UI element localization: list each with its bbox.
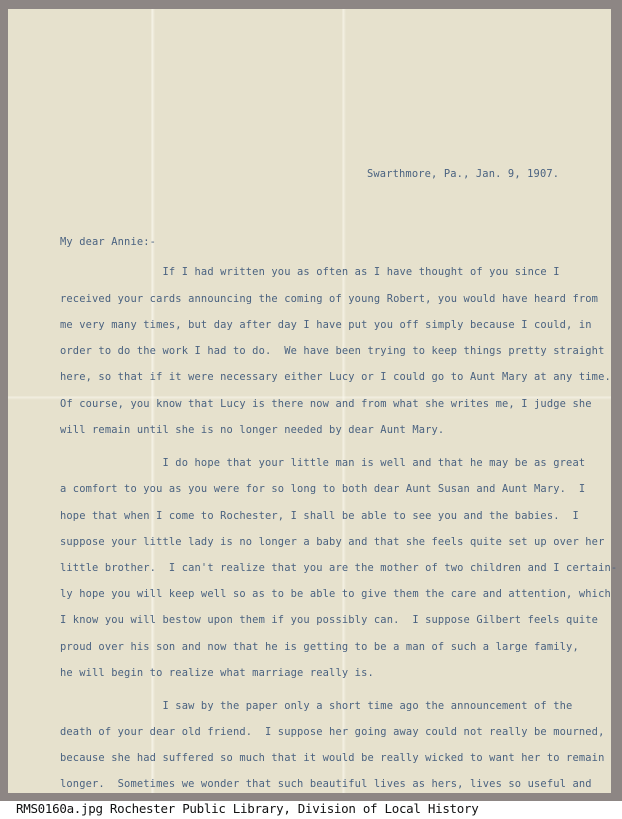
letter-line: I know you will bestow upon them if you possibly can. I suppose Gilbert feels quite	[60, 614, 599, 626]
letter-line: because she had suffered so much that it would be really wicked to want her to remain	[60, 752, 605, 764]
letter-line: longer. Sometimes we wonder that such beautiful lives as hers, lives so useful and	[60, 778, 592, 790]
letter-salutation: My dear Annie:-	[60, 236, 157, 248]
letter-line: ly hope you will keep well so as to be able to give them the care and attention, which	[60, 588, 611, 600]
letter-line: little brother. I can't realize that you are the mother of two children and I certain-	[60, 562, 618, 574]
letter-dateline: Swarthmore, Pa., Jan. 9, 1907.	[367, 168, 560, 180]
letter-line: proud over his son and now that he is getting to be a man of such a large family,	[60, 641, 579, 653]
letter-line: here, so that if it were necessary either Lucy or I could go to Aunt Mary at any time.	[60, 371, 611, 383]
letter-line: a comfort to you as you were for so long to both dear Aunt Susan and Aunt Mary. I	[60, 483, 586, 495]
letter-line: I saw by the paper only a short time ago the announcement of the	[60, 700, 573, 712]
letter-line: death of your dear old friend. I suppose her going away could not really be mourned,	[60, 726, 605, 738]
letter-line: hope that when I come to Rochester, I shall be able to see you and the babies. I	[60, 510, 579, 522]
letter-line: me very many times, but day after day I have put you off simply because I could, in	[60, 319, 592, 331]
letter-line: order to do the work I had to do. We have been trying to keep things pretty straight	[60, 345, 605, 357]
letter-line: suppose your little lady is no longer a baby and that she feels quite set up over her	[60, 536, 605, 548]
letter-line: Of course, you know that Lucy is there now and from what she writes me, I judge she	[60, 398, 592, 410]
letter-line: will remain until she is no longer needed by dear Aunt Mary.	[60, 424, 445, 436]
letter-line: received your cards announcing the coming of young Robert, you would have heard from	[60, 293, 599, 305]
letter-line: If I had written you as often as I have thought of you since I	[60, 266, 560, 278]
letter-line: he will begin to realize what marriage really is.	[60, 667, 374, 679]
letter-line: I do hope that your little man is well and that he may be as great	[60, 457, 586, 469]
image-caption: RMS0160a.jpg Rochester Public Library, Division of Local History	[16, 801, 479, 816]
